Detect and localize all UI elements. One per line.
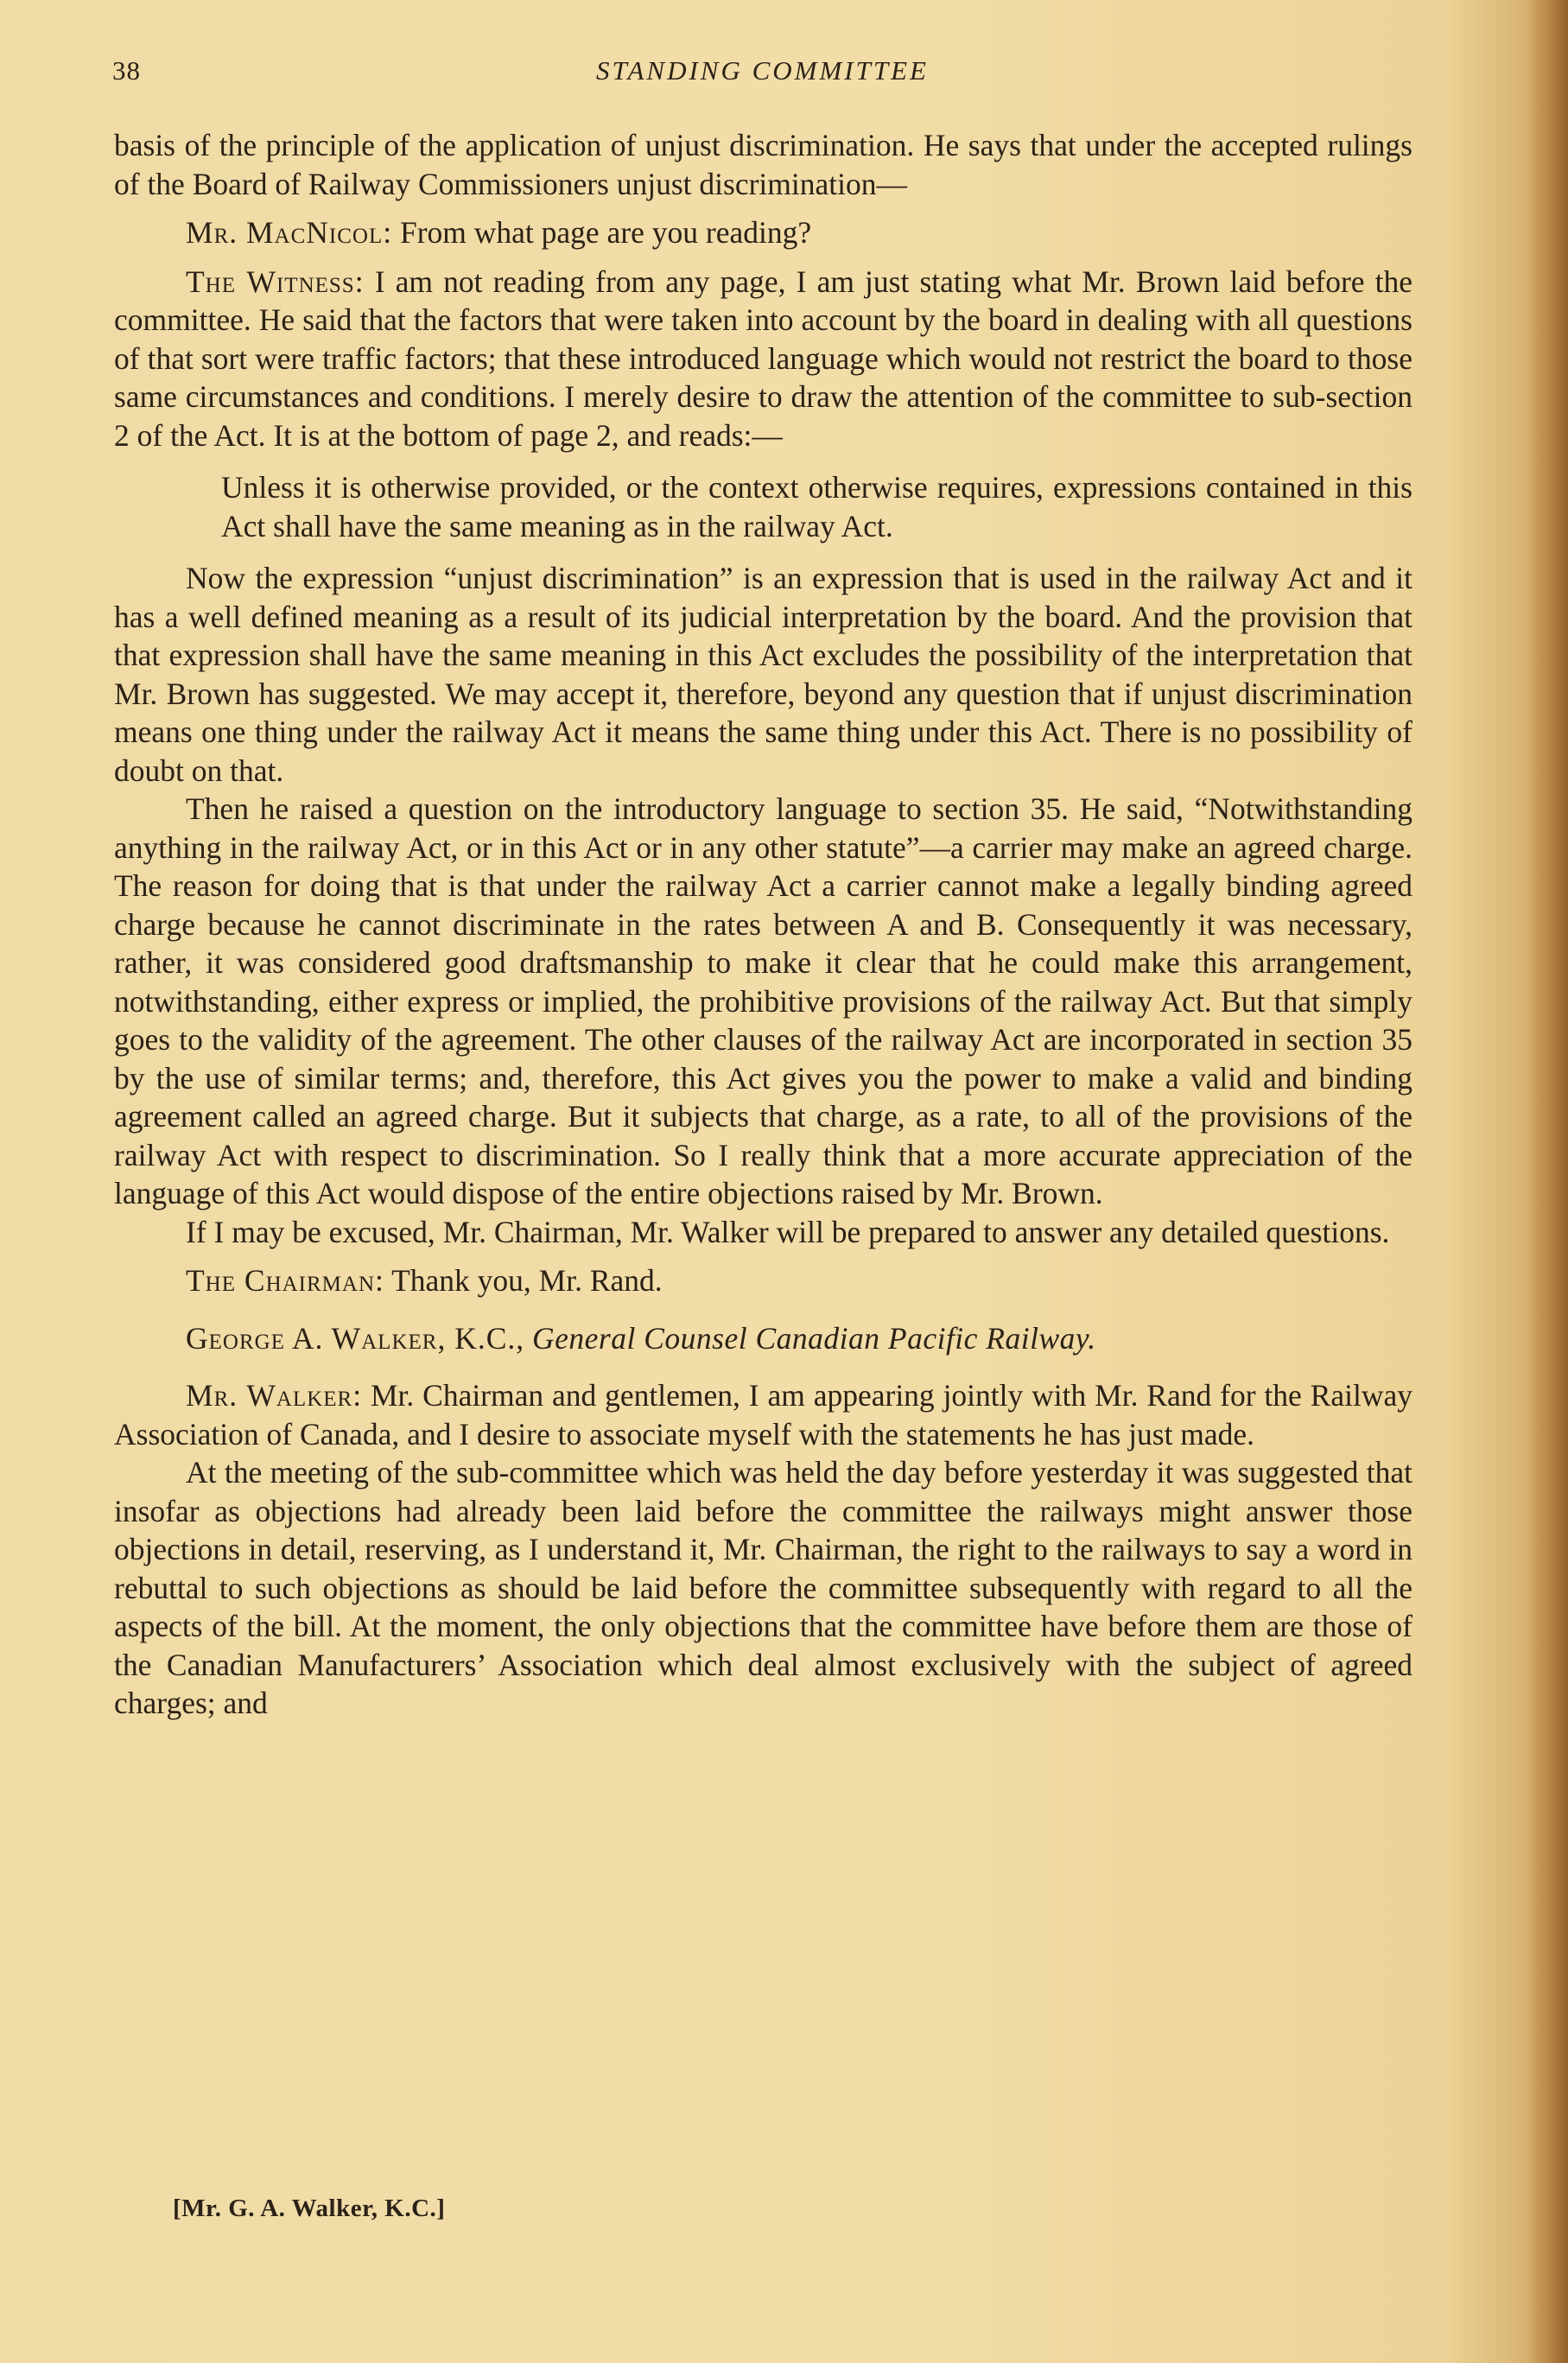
speaker-name: The Chairman:	[186, 1263, 384, 1298]
speech-text: Thank you, Mr. Rand.	[384, 1263, 663, 1298]
witness-title: General Counsel Canadian Pacific Railway.	[532, 1320, 1096, 1356]
speaker-name: Mr. Walker:	[186, 1378, 363, 1413]
paragraph-8	[114, 1376, 1412, 1453]
block-quote: Unless it is otherwise provided, or the context otherwise requires, expressions contained in this Act shall have the same meaning as in the railway Act.	[221, 470, 1412, 543]
speaker-name: Mr. MacNicol:	[186, 215, 393, 250]
witness-name: George A. Walker, K.C.,	[186, 1320, 525, 1356]
running-title: STANDING COMMITTEE	[596, 55, 929, 86]
speaker-footer: [Mr. G. A. Walker, K.C.]	[173, 2195, 446, 2222]
page-body	[114, 126, 1412, 1723]
paragraph-3	[114, 263, 1412, 455]
page-number: 38	[112, 55, 141, 86]
paragraph-7	[114, 1261, 1412, 1300]
page-header	[112, 55, 1412, 95]
paragraph-6: If I may be excused, Mr. Chairman, Mr. Walker will be prepared to answer any detailed questions.	[186, 1214, 1390, 1249]
paragraph-2	[114, 213, 1412, 252]
paragraph-4: Now the expression “unjust discrimination” is an expression that is used in the railway Act and it has a well defined meaning as a result of its judicial interpretation by the board. And the provision that that expression shall have the same meaning in this Act excludes the possibility of the interpretation that Mr. Brown has suggested. We may accept it, therefore, beyond any question that if unjust discrimination means one thing under the railway Act it means the same thing under this Act. There is no possibility of doubt on that.	[114, 561, 1412, 788]
witness-heading	[114, 1319, 1412, 1358]
paragraph-9: At the meeting of the sub-committee which was held the day before yesterday it was suggested that insofar as objections had already been laid before the committee the railways might answer those objections in detail, reserving, as I understand it, Mr. Chairman, the right to the railways to say a word in rebuttal to such objections as should be laid before the committee subsequently with regard to all the aspects of the bill. At the moment, the only objections that the committee have before them are those of the Canadian Manufacturers’ Association which deal almost exclusively with the subject of agreed charges; and	[114, 1455, 1412, 1720]
speech-text: Mr. Chairman and gentlemen, I am appearing jointly with Mr. Rand for the Railway Association of Canada, and I desire to associate myself with the statements he has just made.	[114, 1378, 1412, 1451]
page-edge	[1528, 0, 1568, 2363]
speaker-name: The Witness:	[186, 264, 365, 299]
speech-text: From what page are you reading?	[392, 215, 812, 250]
speech-text: I am not reading from any page, I am just stating what Mr. Brown laid before the committee. He said that the factors that were taken into account by the board in dealing with all questions of that sort were traffic factors; that these introduced language which would not restrict the board to those same circumstances and conditions. I merely desire to draw the attention of the committee to sub-section 2 of the Act. It is at the bottom of page 2, and reads:—	[114, 264, 1413, 453]
paragraph-5: Then he raised a question on the introductory language to section 35. He said, “Notwithstanding anything in the railway Act, or in this Act or in any other statute”—a carrier may make an agreed charge. The reason for doing that is that under the railway Act a carrier cannot make a legally binding agreed charge because he cannot discriminate in the rates between A and B. Consequently it was necessary, rather, it was considered good draftsmanship to make it clear that he could make this arrangement, notwithstanding, either express or implied, the prohibitive provisions of the railway Act. But that simply goes to the validity of the agreement. The other clauses of the railway Act are incorporated in section 35 by the use of similar terms; and, therefore, this Act gives you the power to make a valid and binding agreement called an agreed charge. But it subjects that charge, as a rate, to all of the provisions of the railway Act with respect to discrimination. So I really think that a more accurate appreciation of the language of this Act would dispose of the entire objections raised by Mr. Brown.	[114, 791, 1412, 1210]
paragraph-1: basis of the principle of the application of unjust discrimination. He says that under the accepted rulings of the Board of Railway Commissioners unjust discrimination—	[114, 128, 1412, 201]
